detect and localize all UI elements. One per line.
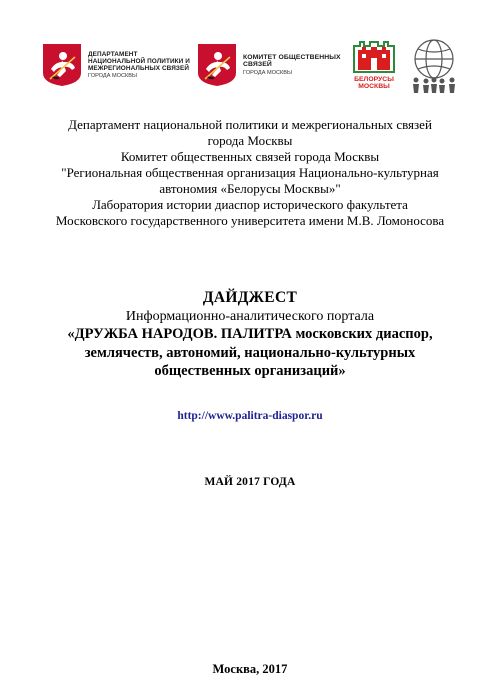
org-line: Лаборатория истории диаспор исторического факультета xyxy=(92,197,408,212)
dept-logo-line-1: ДЕПАРТАМЕНТ xyxy=(88,50,138,58)
bel-logo-line-2: МОСКВЫ xyxy=(358,83,390,91)
belarusians-moscow-logo xyxy=(350,40,398,102)
globe-people-icon xyxy=(408,35,460,95)
portal-subtitle: Информационно-аналитического портала xyxy=(125,309,375,324)
portal-name-line: землячеств, автономий, национально-культурных xyxy=(84,344,416,361)
organizations-list xyxy=(30,117,470,229)
org-line: "Региональная общественная организация Национально-культурная xyxy=(61,165,439,180)
dept-logo-line-3: МЕЖРЕГИОНАЛЬНЫХ СВЯЗЕЙ xyxy=(88,64,190,72)
dept-logo-line-2: НАЦИОНАЛЬНОЙ ПОЛИТИКИ И xyxy=(88,57,190,65)
digest-title: ДАЙДЖЕСТ xyxy=(202,289,298,306)
dept-logo xyxy=(42,43,190,87)
org-line: автономия «Белорусы Москвы»" xyxy=(159,181,341,196)
org-line: Московского государственного университета имени М.В. Ломоносова xyxy=(55,213,445,228)
kom-logo-sub: ГОРОДА МОСКВЫ xyxy=(243,69,292,76)
castle-icon xyxy=(350,40,398,76)
org-line: Комитет общественных связей города Москвы xyxy=(120,149,380,164)
kom-logo-line-1: КОМИТЕТ ОБЩЕСТВЕННЫХ xyxy=(243,53,341,61)
issue-date: МАЙ 2017 ГОДА xyxy=(204,476,296,488)
moscow-coat-of-arms-icon xyxy=(197,43,237,87)
kom-logo-line-2: СВЯЗЕЙ xyxy=(243,61,272,69)
bel-logo-line-1: БЕЛОРУСЫ xyxy=(354,76,394,83)
portal-name xyxy=(20,325,480,381)
moscow-coat-of-arms-icon xyxy=(42,43,82,87)
title-block xyxy=(20,289,480,381)
dept-logo-sub: ГОРОДА МОСКВЫ xyxy=(88,73,137,79)
org-line: Департамент национальной политики и межрегиональных связей xyxy=(68,117,432,132)
kom-logo xyxy=(197,43,341,87)
city-year: Москва, 2017 xyxy=(212,662,288,676)
portal-name-line: «ДРУЖБА НАРОДОВ. ПАЛИТРА московских диаспор, xyxy=(67,326,433,342)
portal-name-line: общественных организаций» xyxy=(154,363,346,379)
portal-url-link[interactable]: http://www.palitra-diaspor.ru xyxy=(177,410,323,422)
org-line: города Москвы xyxy=(207,133,293,148)
